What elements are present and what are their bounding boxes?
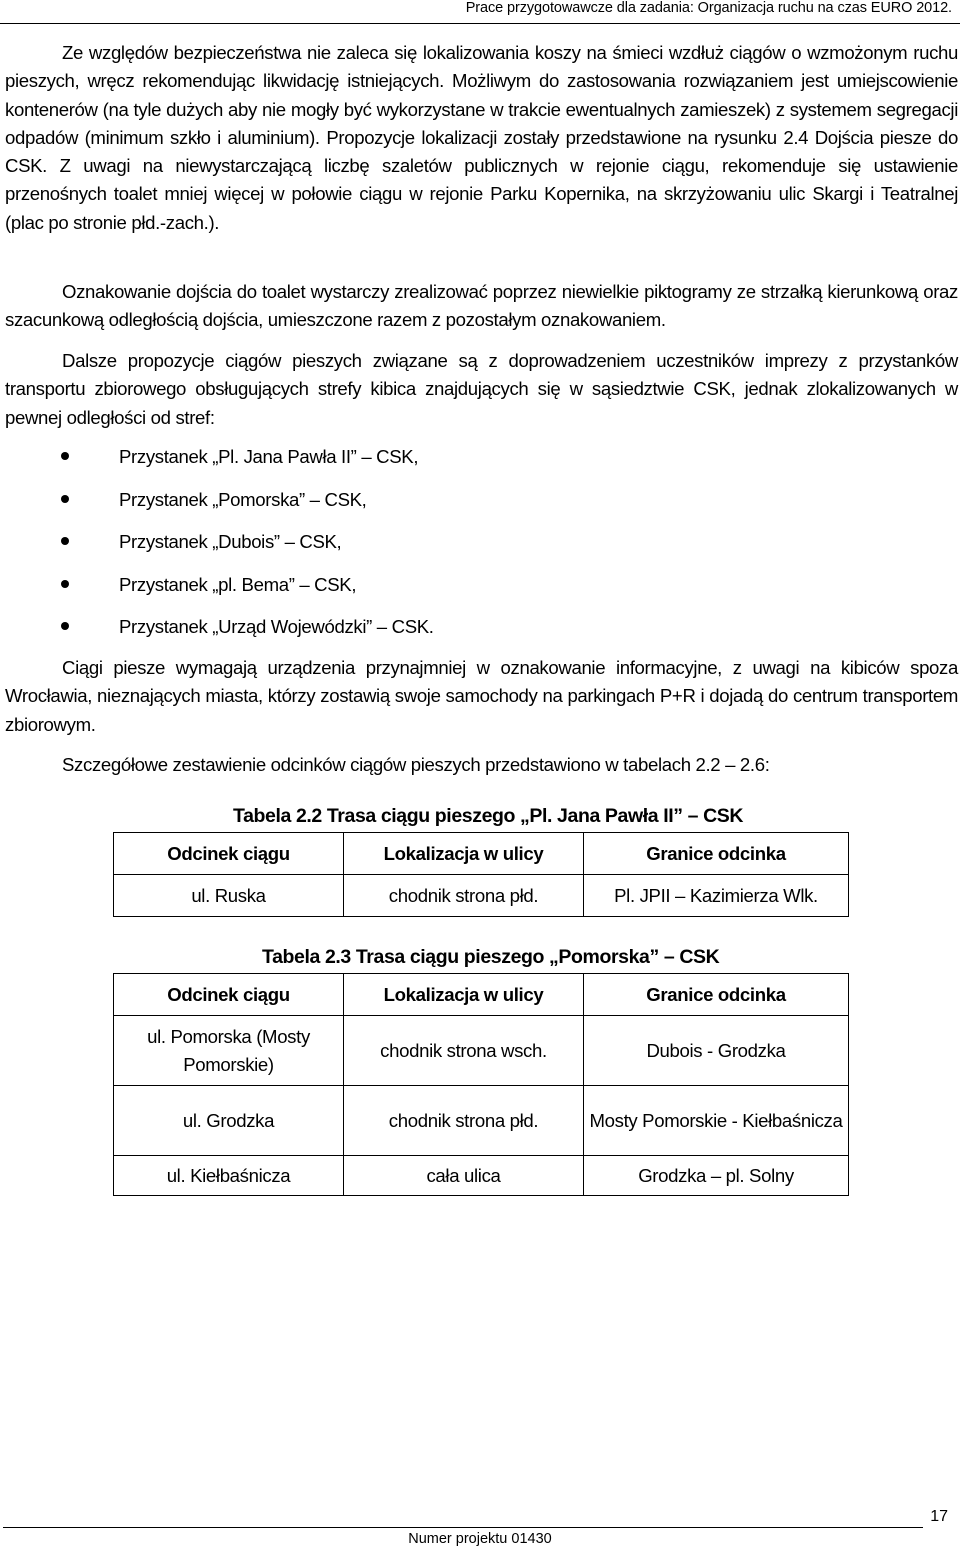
table-caption-2-3: Tabela 2.3 Trasa ciągu pieszego „Pomorska” – CSK [262, 946, 720, 968]
footer-project-number: Numer projektu 01430 [408, 1531, 552, 1547]
column-header: Granice odcinka [584, 974, 849, 1016]
paragraph-signage-requirement [5, 654, 958, 739]
bullet-list-stops [0, 441, 960, 654]
table-cell: ul. Ruska [114, 875, 344, 917]
table-cell: ul. Pomorska (Mosty Pomorskie) [114, 1016, 344, 1086]
table-cell: cała ulica [344, 1156, 584, 1196]
list-item-text: Przystanek „Urząd Wojewódzki” – CSK. [119, 616, 434, 637]
bullet-dot [61, 622, 69, 630]
bullet-dot [61, 495, 69, 503]
list-item-text: Przystanek „Pl. Jana Pawła II” – CSK, [119, 446, 419, 467]
paragraph-text: Dalsze propozycje ciągów pieszych związane są z doprowadzeniem uczestników imprezy z przystanków transportu zbiorowego obsługujących strefy kibica znajdujących się w sąsiedztwie CSK, jednak zlokalizowanych w pewnej odległości od stref: [5, 350, 958, 428]
list-item-text: Przystanek „Pomorska” – CSK, [119, 488, 367, 510]
paragraph-text: Ciągi piesze wymagają urządzenia przynajmniej w oznakowanie informacyjne, z uwagi na kibiców spoza Wrocławia, nieznających miasta, którzy zostawią swoje samochody na parkingach P+R i dojadą do centrum transportem zbiorowym. [5, 657, 958, 735]
list-item-text: Przystanek „Dubois” – CSK, [119, 531, 342, 552]
paragraph-toilet-signage [5, 278, 958, 335]
list-item [0, 611, 960, 654]
table-row [114, 1156, 849, 1196]
paragraph-waste-and-toilets [5, 39, 958, 237]
column-header: Granice odcinka [584, 833, 849, 875]
table-route-pomorska [113, 973, 849, 1196]
table-header-row [114, 833, 849, 875]
paragraph-text: Oznakowanie dojścia do toalet wystarczy zrealizować poprzez niewielkie piktogramy ze strzałką kierunkową oraz szacunkową odległością dojścia, umieszczone razem z pozostałym oznakowaniem. [5, 281, 958, 331]
table-cell: Dubois - Grodzka [584, 1016, 849, 1086]
table-route-jana-pawla [113, 832, 849, 917]
table-caption-2-2: Tabela 2.2 Trasa ciągu pieszego „Pl. Jana Pawła II” – CSK [233, 805, 744, 827]
table-cell: Grodzka – pl. Solny [584, 1156, 849, 1196]
footer-rule [3, 1527, 923, 1528]
table-header-row [114, 974, 849, 1016]
table-cell: Pl. JPII – Kazimierza Wlk. [584, 875, 849, 917]
table-row [114, 1016, 849, 1086]
page-number: 17 [930, 1508, 948, 1525]
paragraph-further-proposals [5, 347, 958, 432]
running-header: Prace przygotowawcze dla zadania: Organizacja ruchu na czas EURO 2012. [465, 0, 952, 16]
list-item [0, 569, 960, 612]
table-cell: Mosty Pomorskie - Kiełbaśnicza [584, 1086, 849, 1156]
list-item-text: Przystanek „pl. Bema” – CSK, [119, 573, 357, 595]
bullet-dot [61, 452, 69, 460]
table-cell: chodnik strona wsch. [344, 1016, 584, 1086]
bullet-dot [61, 580, 69, 588]
list-item [0, 526, 960, 569]
table-cell: ul. Kiełbaśnicza [114, 1156, 344, 1196]
bullet-dot [61, 537, 69, 545]
column-header: Odcinek ciągu [114, 974, 344, 1016]
table-cell: chodnik strona płd. [344, 875, 584, 917]
column-header: Odcinek ciągu [114, 833, 344, 875]
table-cell: ul. Grodzka [114, 1086, 344, 1156]
list-item [0, 484, 960, 527]
table-row [114, 875, 849, 917]
table-cell: chodnik strona płd. [344, 1086, 584, 1156]
paragraph-tables-intro [5, 751, 958, 779]
table-row [114, 1086, 849, 1156]
paragraph-text: Szczegółowe zestawienie odcinków ciągów pieszych przedstawiono w tabelach 2.2 – 2.6: [62, 754, 770, 775]
header-rule [0, 23, 960, 24]
column-header: Lokalizacja w ulicy [344, 974, 584, 1016]
paragraph-text: Ze względów bezpieczeństwa nie zaleca się lokalizowania koszy na śmieci wzdłuż ciągów o wzmożonym ruchu pieszych, wręcz rekomendując likwidację istniejących. Możliwym do zastosowania rozwiązaniem jest umiejscowienie kontenerów (na tyle dużych aby nie mogły być wykorzystane w trakcie ewentualnych zamieszek) z systemem segregacji odpadów (minimum szkło i aluminium). Propozycje lokalizacji zostały przedstawione na rysunku 2.4 Dojścia piesze do CSK. Z uwagi na niewystarczającą liczbę szaletów publicznych w rejonie ciągu, rekomenduje się ustawienie przenośnych toalet mniej więcej w połowie ciągu w rejonie Parku Kopernika, na skrzyżowaniu ulic Skargi i Teatralnej (plac po stronie płd.-zach.). [5, 42, 958, 233]
list-item [0, 441, 960, 484]
column-header: Lokalizacja w ulicy [344, 833, 584, 875]
